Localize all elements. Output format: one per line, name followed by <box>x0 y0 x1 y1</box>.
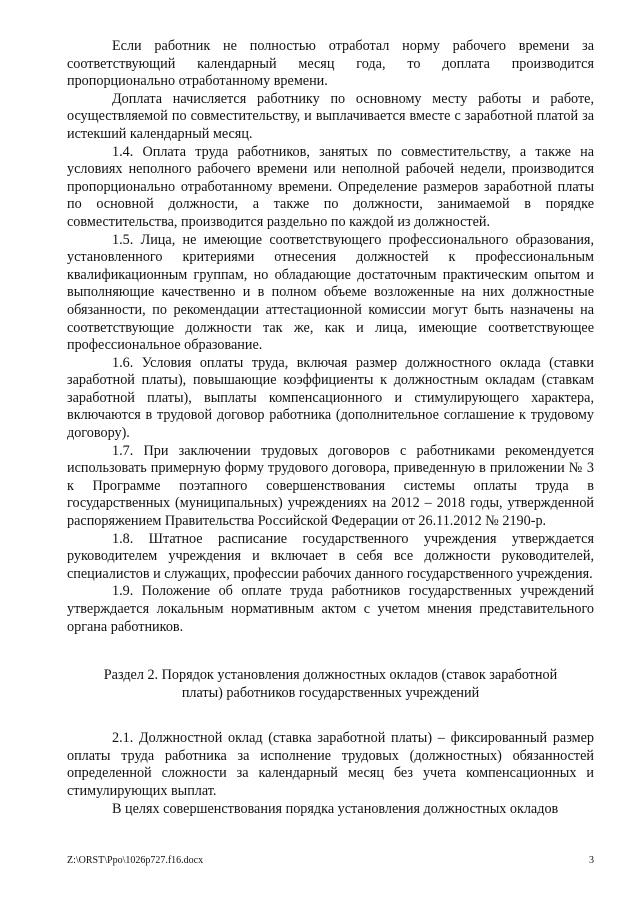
paragraph-1-9: 1.9. Положение об оплате труда работников государственных учреждений утверждается локальным нормативным актом с учетом мнения представительного органа работников. <box>67 583 594 635</box>
paragraph-1-5: 1.5. Лица, не имеющие соответствующего профессионального образования, установленного критериями отнесения должностей к профессиональным квалификационным группам, но обладающие достаточным практическим опытом и выполняющие качественно и в полном объеме возложенные на них должностные обязанности, по рекомендации аттестационной комиссии могут быть назначены на соответствующие должности так же, как и лица, имеющие соответствующее профессиональное образование. <box>67 231 594 354</box>
paragraph: В целях совершенствования порядка установления должностных окладов <box>112 800 559 817</box>
paragraph: Если работник не полностью отработал норму рабочего времени за соответствующий календарный месяц года, то доплата производится пропорционально отработанному времени. <box>67 38 594 90</box>
paragraph-1-7: 1.7. При заключении трудовых договоров с работниками рекомендуется использовать примерную форму трудового договора, приведенную в приложении № 3 к Программе поэтапного совершенствования системы оплаты труда в государственных (муниципальных) учреждениях на 2012 – 2018 годы, утвержденной распоряжением Правительства Российской Федерации от 26.11.2012 № 2190-р. <box>67 442 594 530</box>
paragraph-1-6: 1.6. Условия оплаты труда, включая размер должностного оклада (ставки заработной платы), повышающие коэффициенты к должностным окладам (ставкам заработной платы), выплаты компенсационного и стимулирующего характера, включаются в трудовой договор работника (дополнительное соглашение к трудовому договору). <box>67 354 594 442</box>
paragraph-1-8: 1.8. Штатное расписание государственного учреждения утверждается руководителем учреждения и включает в себя все должности руководителей, специалистов и служащих, профессии рабочих данного государственного учреждения. <box>67 530 594 582</box>
page-footer <box>67 855 594 867</box>
document-body <box>67 38 594 818</box>
file-path: Z:\ORST\Ppo\1026p727.f16.docx <box>67 855 204 866</box>
paragraph: Доплата начисляется работнику по основному месту работы и работе, осуществляемой по совместительству, и выплачивается вместе с заработной платой за истекший календарный месяц. <box>67 90 594 142</box>
paragraph-1-4: 1.4. Оплата труда работников, занятых по совместительству, а также на условиях неполного рабочего времени или неполной рабочей недели, производится пропорционально отработанному времени. Определение размеров заработной платы по основной должности, а также по должности, занимаемой в порядке совместительства, производится раздельно по каждой из должностей. <box>67 143 594 230</box>
page-number: 3 <box>589 855 594 866</box>
paragraph-2-1: 2.1. Должностной оклад (ставка заработной платы) – фиксированный размер оплаты труда работника за исполнение трудовых (должностных) обязанностей определенной сложности за календарный месяц без учета компенсационных и стимулирующих выплат. <box>67 730 594 799</box>
section-heading: Раздел 2. Порядок установления должностных окладов (ставок заработной платы) работников государственных учреждений <box>103 667 558 702</box>
spacer <box>67 702 594 730</box>
